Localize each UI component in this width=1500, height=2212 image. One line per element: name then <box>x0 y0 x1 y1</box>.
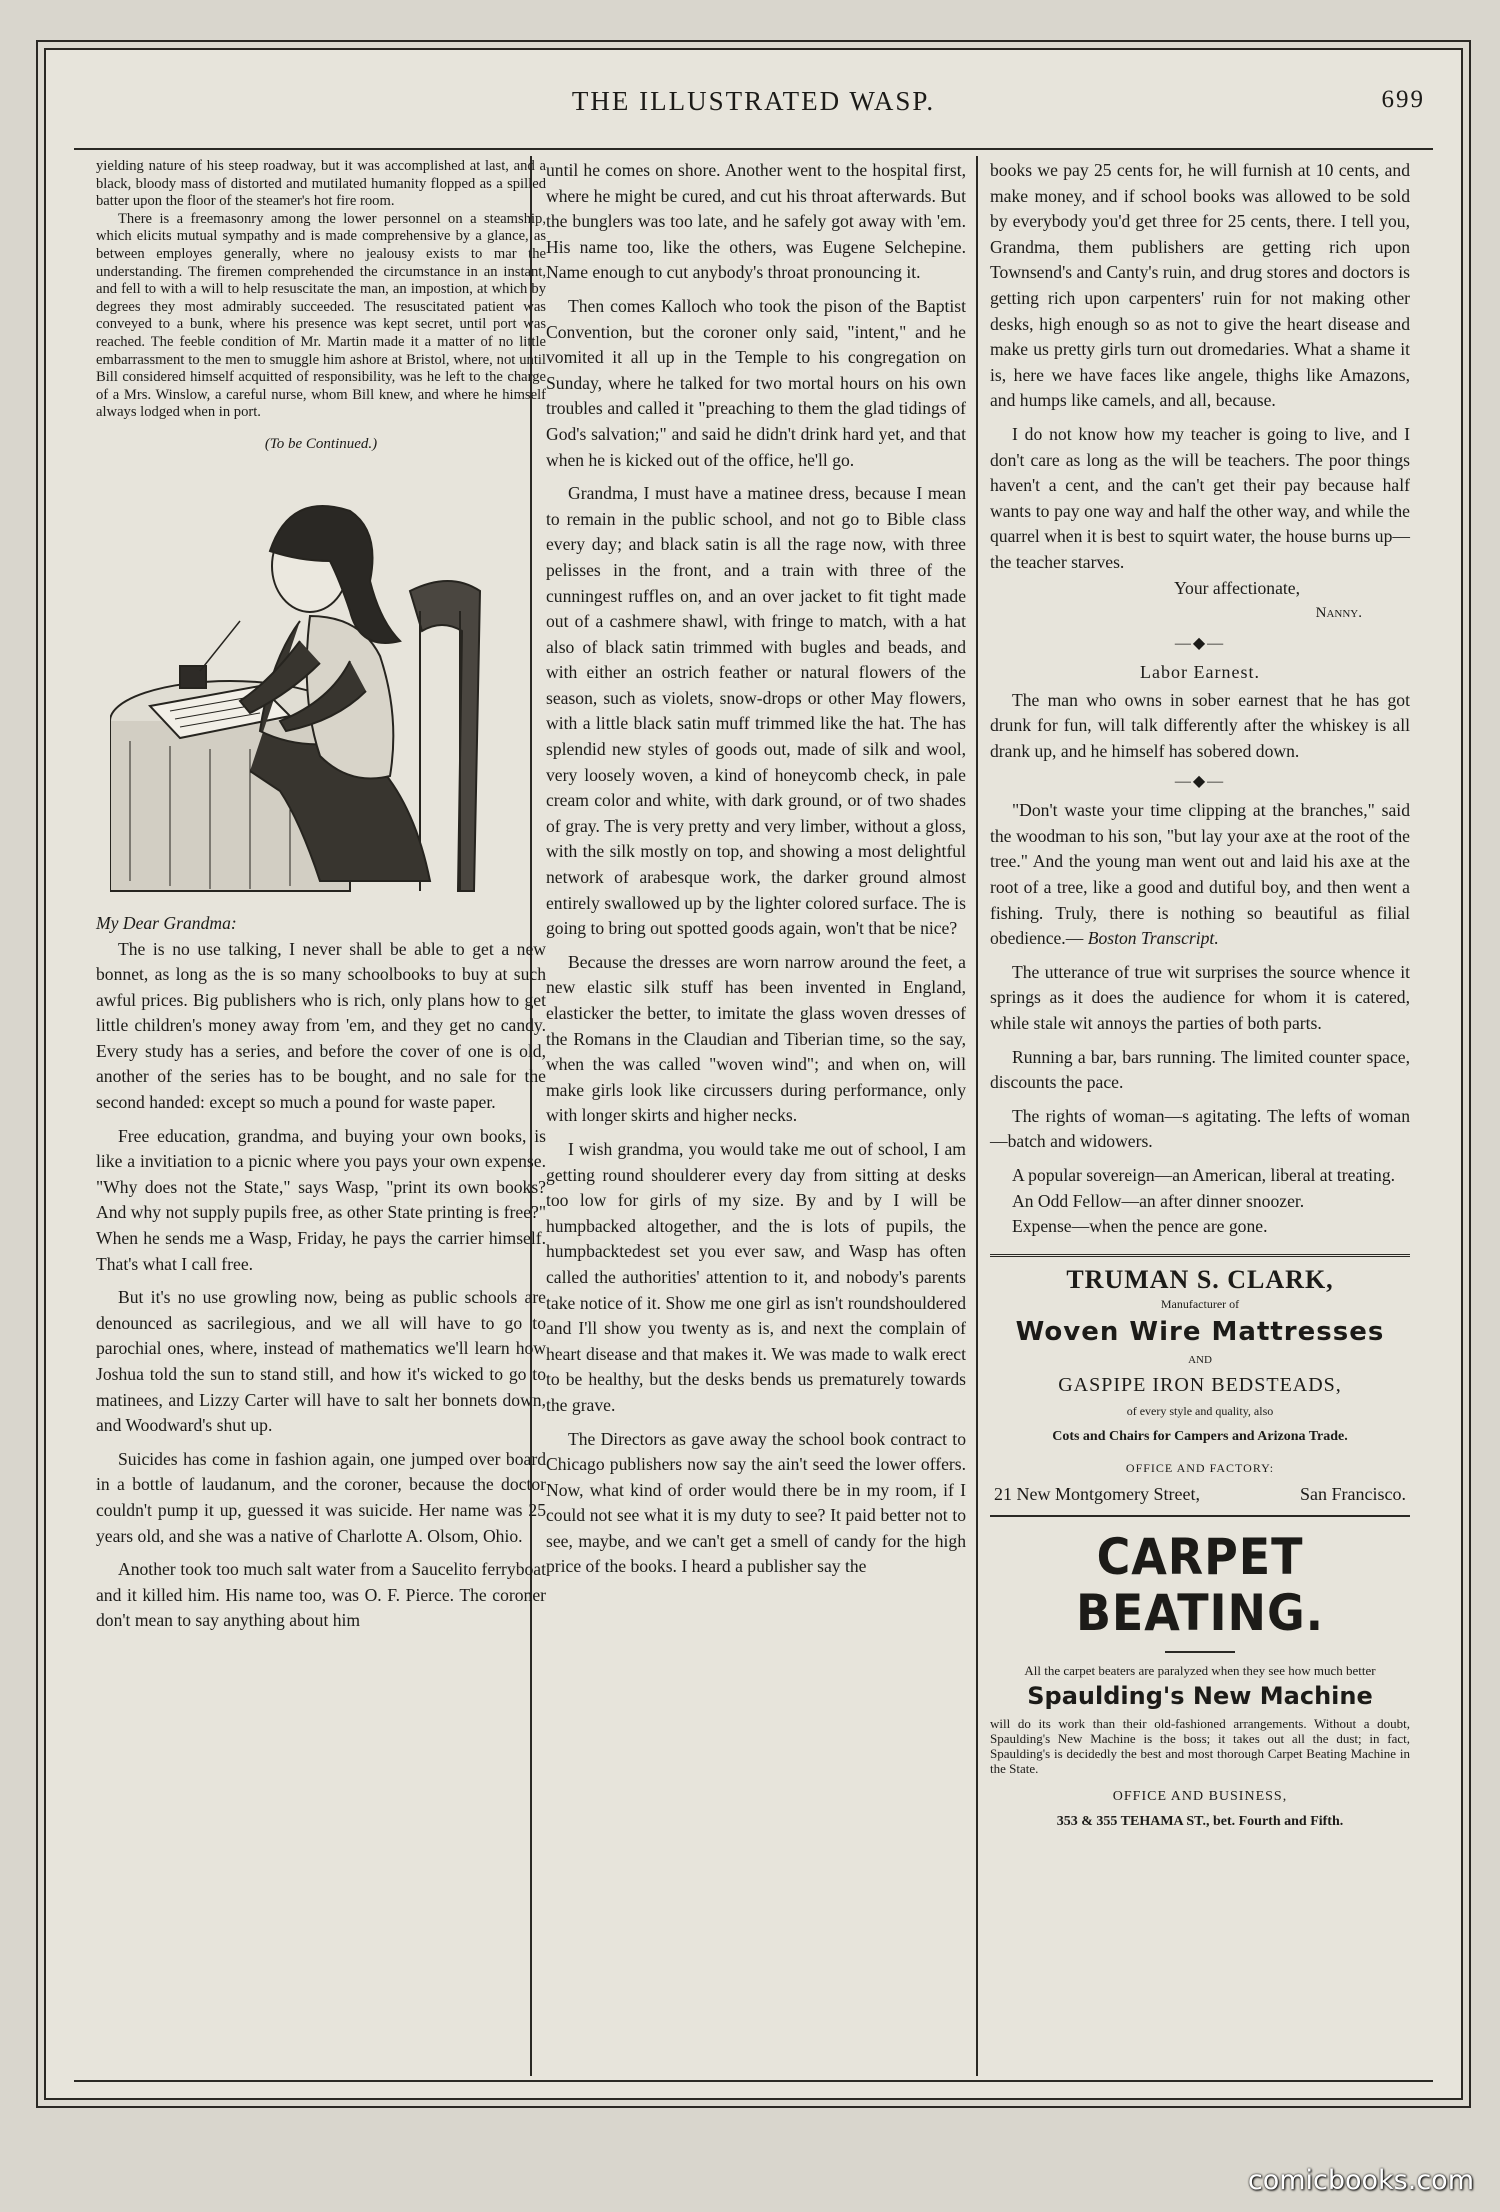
letter-closing: Your affectionate, <box>1174 577 1300 598</box>
ad-subtitle: Manufacturer of <box>1160 1297 1240 1312</box>
item-paragraph: Expense—when the pence are gone. <box>1012 1216 1268 1237</box>
item-paragraph: An Odd Fellow—an after dinner snoozer. <box>1012 1190 1305 1211</box>
advertisement-truman-clark <box>990 1254 1410 1507</box>
letter-paragraph: Grandma, I must have a matinee dress, because I mean to remain in the public school, and not go to Bible class every day; and black satin is all the rage now, with three pelisses in the front, and a train with three of the cunningest ruffles on, and an over jacket to fit tight made out of a cashmere shawl, with fringe to match, with a hat also of black satin trimmed with bugles and beads, and with either an ostrich feather or natural flowers of the season, such as violets, snow-drops or other May flowers, with a little black satin muff trimmed like the hat. The has splendid new styles of goods out, made of silk and wool, very loosely woven, a kind of honeycomb check, in pale cream color and white, with dark ground, or of two shades of gray. The is very pretty and very limber, without a gloss, with the silk mostly on top, and showing a most delightful network of arabesque work, the darker ground almost entirely swallowed up by the lighter colored surface. The is going to bring out spotted goods again, won't that be nice? <box>546 483 966 939</box>
item-paragraph: "Don't waste your time clipping at the branches," said the woodman to his son, "but lay your axe at the root of the tree." And the young man went out and laid his axe at the root of a tree, like a good and dutiful boy, and then went a fishing. Truly, there is nothing so beautiful as filial obedience.— Boston Transcript. <box>990 800 1410 949</box>
advertisement-carpet-beating <box>990 1515 1410 1835</box>
letter-salutation: My Dear Grandma: <box>96 912 237 933</box>
letter-paragraph: Another took too much salt water from a Saucelito ferryboat and it killed him. His name too, was O. F. Pierce. The coroner don't mean to say anything about him <box>96 1559 546 1631</box>
ornament-divider: —◆— <box>1174 634 1226 652</box>
ad-address-street: 21 New Montgomery Street, <box>994 1483 1200 1504</box>
ad-headline: CARPET BEATING. <box>1075 1528 1325 1643</box>
letter-paragraph: But it's no use growling now, being as public schools are denounced as sacrilegious, and we all will have to go to parochial ones, where, instead of mathematics we'll learn how Joshua told the sun to stand still, and how it's wicked to go to matinees, and Lizzy Carter will have to salt her bonnets down, and Woodward's shut up. <box>96 1287 546 1436</box>
column-3 <box>976 158 1420 2070</box>
newspaper-page <box>44 48 1463 2100</box>
masthead-rule <box>74 148 1433 150</box>
ad-product: Woven Wire Mattresses <box>1015 1316 1385 1347</box>
ad-and: AND <box>1188 1353 1212 1366</box>
ad-company-name: TRUMAN S. CLARK, <box>1066 1264 1334 1294</box>
column-2 <box>532 158 976 2070</box>
letter-signature: Nanny. <box>1315 605 1362 622</box>
story-paragraph: There is a freemasonry among the lower personnel on a steamship, which elicits mutual sympathy and is made comprehensive by a glance, as between employes generally, where no jealousy exists to mar the understanding. The firemen comprehended the circumstance in an instant, and fell to with a will to help resuscitate the man, an impostion, at which by degrees they most admirably succeeded. The resuscitated patient was conveyed to a bunk, where his presence was kept secret, until port was reached. The feeble condition of Mr. Martin made it a matter of no little embarrassment to the men to smuggle him ashore at Bristol, where, not until Bill considered himself acquitted of responsibility, was he left to the charge of a Mrs. Winslow, a careful nurse, whom Bill knew, and where he himself always lodged when in port. <box>96 210 546 421</box>
ad-cots: Cots and Chairs for Campers and Arizona Trade. <box>1052 1429 1348 1445</box>
column-1 <box>86 158 554 2070</box>
letter-paragraph: Then comes Kalloch who took the pison of the Baptist Convention, but the coroner only said, "intent," and he vomited it all up in the Temple to his congregation on Sunday, where he talked for two mortal hours on his own troubles and called it "preaching to them the glad tidings of God's salvation;" and said he didn't drink hard yet, and that when he is kicked out of the office, he'll go. <box>546 295 966 470</box>
item-paragraph: The utterance of true wit surprises the source whence it springs as it does the audience for whom it is catered, while stale wit annoys the parties of both parts. <box>990 961 1410 1033</box>
letter-paragraph: The Directors as gave away the school book contract to Chicago publishers now say the ain't seed the lower offers. Now, what kind of order would there be in my room, if I could not see what it is my duty to see? It paid better not to see, maybe, and we can't get a smell of candy for the high price of the books. I heard a publisher say the <box>546 1428 966 1577</box>
bottom-rule <box>74 2080 1433 2082</box>
item-paragraph: The rights of woman—s agitating. The lefts of woman—batch and widowers. <box>990 1105 1410 1152</box>
letter-paragraph: The is no use talking, I never shall be able to get a new bonnet, as long as the is so many schoolbooks to buy at such awful prices. Big publishers who is rich, only plans how to get little children's money away from 'em, and they get no candy. Every study has a series, and before the cover of one is old, another of the series has to be bought, and no sale for the second handed: except so much a pound for waste paper. <box>96 938 546 1113</box>
ornament-divider: —◆— <box>1174 772 1226 790</box>
ad-product-2: GASPIPE IRON BEDSTEADS, <box>1058 1374 1342 1397</box>
page-number: 699 <box>1381 86 1425 113</box>
ad-machine-name: Spaulding's New Machine <box>1027 1682 1373 1711</box>
letter-paragraph: Free education, grandma, and buying your own books, is like a invitiation to a picnic where you pays your own expense. "Why does not the State," says Wasp, "print its own books? And why not supply pupils free, as other State printing is free?" When he sends me a Wasp, Friday, he pays the carrier himself. That's what I call free. <box>96 1125 546 1274</box>
watermark: comicbooks.com <box>1247 2165 1474 2196</box>
item-source: Boston Transcript. <box>1087 928 1219 949</box>
letter-col1 <box>86 911 554 1634</box>
girl-writing-illustration <box>110 471 530 901</box>
ad-address: 353 & 355 TEHAMA ST., bet. Fourth and Fifth. <box>1056 1814 1344 1830</box>
ad-divider <box>1165 1651 1235 1653</box>
ad-tagline: of every style and quality, also <box>1126 1403 1274 1418</box>
item-paragraph: The man who owns in sober earnest that he has got drunk for fun, will talk differently after the whiskey is all drank up, and he himself has sobered down. <box>990 689 1410 762</box>
letter-paragraph: I do not know how my teacher is going to live, and I don't care as long as the will be teachers. The poor things haven't a cent, and the can't get their pay because half wants to pay one way and half the other way, and while the quarrel when it is best to squirt water, the house burns up—the teacher starves. <box>990 423 1410 572</box>
letter-paragraph: Because the dresses are worn narrow around the feet, a new elastic silk stuff has been invented in England, elasticker the better, to imitate the glass woven dresses of the Romans in the Claudian and Tiberian time, so the say, when the was called "woven wind"; and when on, will make girls look like circussers during performance, only with longer skirts and higher necks. <box>546 951 966 1126</box>
ad-address-city: San Francisco. <box>1300 1483 1406 1504</box>
item-paragraph: A popular sovereign—an American, liberal at treating. <box>1012 1164 1396 1185</box>
letter-paragraph: I wish grandma, you would take me out of school, I am getting round shoulderer every day from sitting at desks too low for girls of my size. By and by I will be humpbacked altogether, and the is lots of pupils, the humpbacktedest set you ever saw, and Wasp has often called the authorities' attention to it, and nobody's parents take notice of it. Show me one girl as isn't roundshouldered and I'll show you twenty as is, and next the complain of heart disease and that makes it. We was made to walk erect to be healthy, but the desks bends us prematurely towards the grave. <box>546 1138 966 1415</box>
item-paragraph: Running a bar, bars running. The limited counter space, discounts the pace. <box>990 1046 1410 1093</box>
ad-intro: All the carpet beaters are paralyzed when they see how much better <box>1024 1663 1376 1679</box>
ad-address <box>990 1482 1410 1508</box>
page-title: THE ILLUSTRATED WASP. <box>571 86 936 116</box>
letter-paragraph: books we pay 25 cents for, he will furnish at 10 cents, and make money, and if school books was allowed to be sold by everybody you'd get three for 25 cents, there. I tell you, Grandma, them publishers are getting rich upon Townsend's and Canty's ruin, and drug stores and doctors is getting rich upon carpenters' ruin for not making other desks, high enough so as not to give the heart disease and make us pretty girls turn out dromedaries. What a shame it is, here we have faces like angele, thighs like Amazons, and humps like camels, and all, because. <box>990 160 1410 411</box>
story-paragraph: yielding nature of his steep roadway, but it was accomplished at last, and a black, bloody mass of distorted and mutilated humanity flopped as a spilled batter upon the floor of the steamer's hot fire room. <box>96 158 546 210</box>
letter-paragraph: Suicides has come in fashion again, one jumped over board in a bottle of laudanum, and the coroner, because the doctor couldn't pump it up, guessed it was suicide. Her name was 25 years old, and she was a native of Charlotte A. Olsom, Ohio. <box>96 1448 546 1546</box>
to-be-continued: (To be Continued.) <box>264 435 378 452</box>
ad-body: will do its work than their old-fashioned arrangements. Without a doubt, Spaulding's New Machine is the boss; it takes out all the dust; in fact, Spaulding's is decidedly the best and most thorough Carpet Beating Machine in the State. <box>990 1715 1410 1776</box>
ad-office: OFFICE AND FACTORY: <box>1125 1460 1275 1475</box>
item-heading: Labor Earnest. <box>1140 662 1260 683</box>
masthead <box>46 86 1461 138</box>
story-continuation <box>86 158 554 453</box>
letter-paragraph: until he comes on shore. Another went to the hospital first, where he might be cured, and cut his throat afterwards. But the bunglers was too late, and he safely got away with 'em. His name too, like the others, was Eugene Selchepine. Name enough to cut anybody's throat pronouncing it. <box>546 160 966 283</box>
ad-office: OFFICE AND BUSINESS, <box>1112 1788 1288 1804</box>
